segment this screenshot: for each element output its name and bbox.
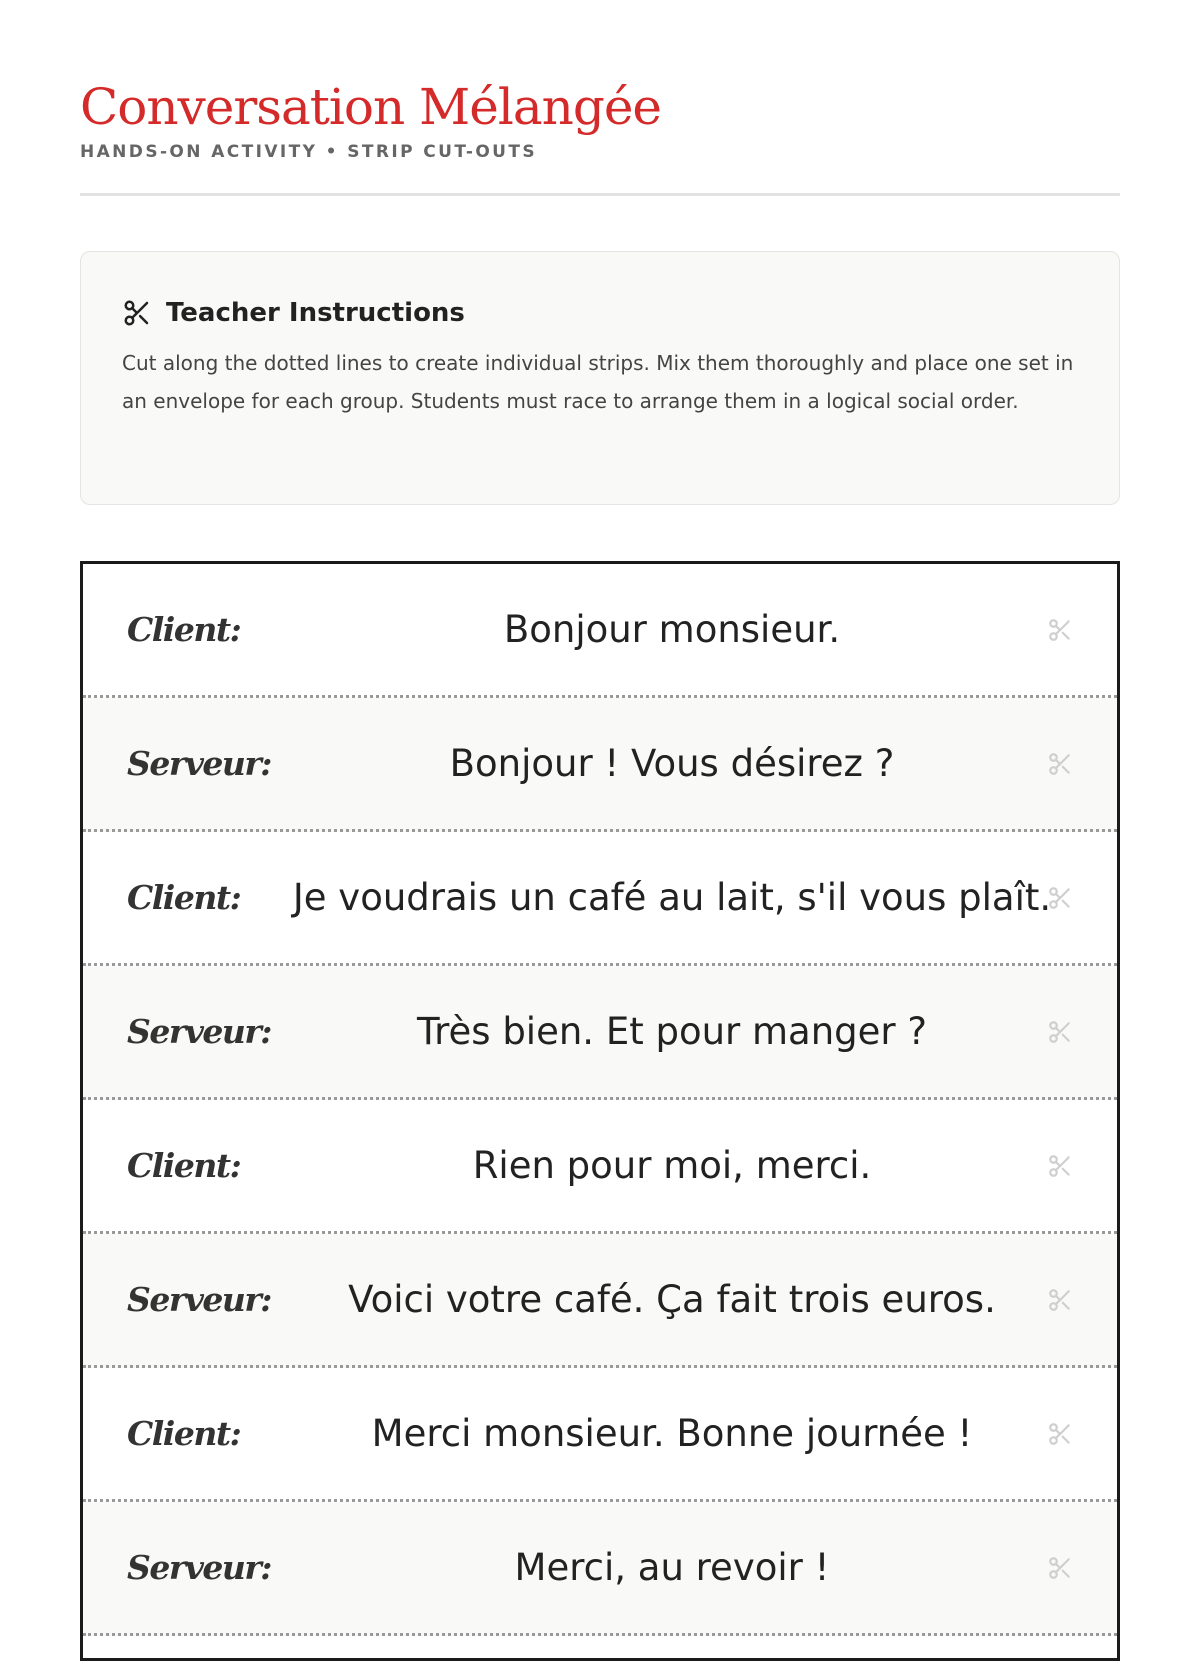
scissors-icon — [1047, 751, 1073, 777]
scissors-icon — [1047, 1019, 1073, 1045]
dialogue-strip — [83, 1234, 1117, 1368]
scissors-icon — [1047, 1153, 1073, 1179]
scissors-icon — [1047, 1287, 1073, 1313]
scissors-icon — [1047, 1555, 1073, 1581]
dialogue-strip — [83, 832, 1117, 966]
dialogue-strip — [83, 1368, 1117, 1502]
speaker-label: Client: — [127, 1414, 241, 1453]
dialogue-line: Merci, au revoir ! — [514, 1546, 830, 1589]
dialogue-strip — [83, 1100, 1117, 1234]
speaker-label: Serveur: — [127, 1012, 271, 1051]
dialogue-strip — [83, 564, 1117, 698]
divider — [80, 193, 1120, 196]
scissors-icon — [122, 298, 152, 328]
dialogue-line: Merci monsieur. Bonne journée ! — [371, 1412, 973, 1455]
scissors-icon — [1047, 885, 1073, 911]
dialogue-strip — [83, 1502, 1117, 1636]
speaker-label: Serveur: — [127, 744, 271, 783]
scissors-icon — [1047, 1421, 1073, 1447]
instructions-text: Cut along the dotted lines to create individual strips. Mix them thoroughly and place one set in an envelope for each group. Students must race to arrange them in a logical social order. — [122, 351, 1074, 413]
dialogue-line: Je voudrais un café au lait, s'il vous plaît. — [292, 876, 1052, 919]
dialogue-line: Rien pour moi, merci. — [472, 1144, 872, 1187]
speaker-label: Client: — [127, 1146, 241, 1185]
instructions-heading — [122, 298, 1079, 328]
cutout-strips — [80, 561, 1120, 1661]
teacher-instructions-box — [80, 251, 1120, 505]
page-title: Conversation Mélangée — [80, 78, 662, 136]
dialogue-strip — [83, 966, 1117, 1100]
speaker-label: Serveur: — [127, 1280, 271, 1319]
speaker-label: Client: — [127, 610, 241, 649]
dialogue-line: Voici votre café. Ça fait trois euros. — [348, 1278, 996, 1321]
dialogue-strip — [83, 698, 1117, 832]
speaker-label: Serveur: — [127, 1548, 271, 1587]
scissors-icon — [1047, 617, 1073, 643]
instructions-title: Teacher Instructions — [166, 298, 465, 328]
dialogue-line: Bonjour monsieur. — [503, 608, 841, 651]
dialogue-line: Très bien. Et pour manger ? — [416, 1010, 928, 1053]
dialogue-line: Bonjour ! Vous désirez ? — [449, 742, 895, 785]
page-subtitle: HANDS-ON ACTIVITY • STRIP CUT-OUTS — [80, 142, 538, 162]
speaker-label: Client: — [127, 878, 241, 917]
